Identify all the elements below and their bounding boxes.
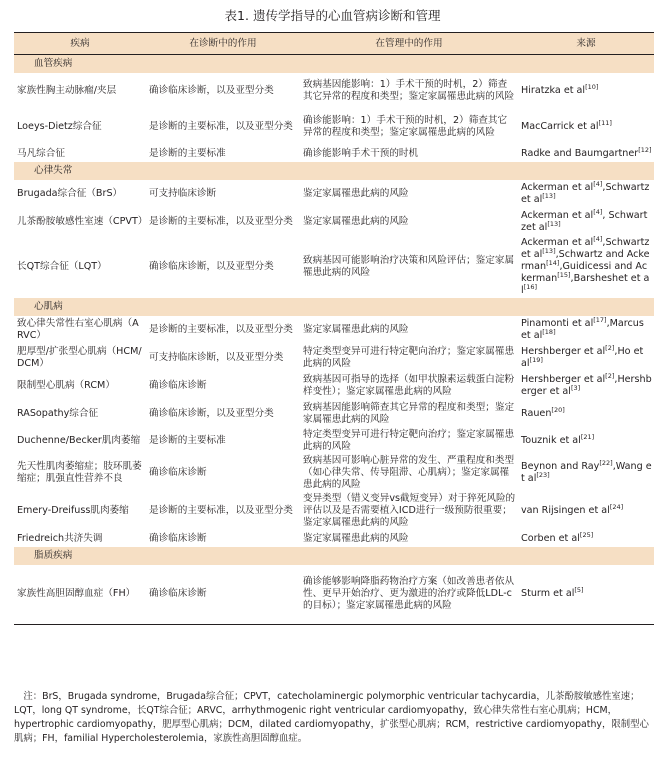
source-author: Rauen	[521, 408, 552, 419]
management-role-cell: 确诊能够影响降脂药物治疗方案（如改善患者依从性、更早开始治疗、更为激进的治疗或降低LDL-c的目标）；鉴定家属罹患此病的风险	[300, 565, 518, 624]
diagnosis-role-cell: 是诊断的主要标准	[149, 435, 226, 446]
table-row	[14, 530, 654, 547]
source-author: Hiratzka et al	[521, 85, 586, 96]
header-diagnosis-role: 在诊断中的作用	[146, 33, 300, 55]
diagnosis-role-cell: 确诊临床诊断，以及亚型分类	[149, 408, 274, 419]
diagnosis-role-cell: 是诊断的主要标准，以及亚型分类	[149, 216, 293, 227]
source-author: Hershberger et al	[521, 374, 606, 385]
citation-number: [17]	[593, 315, 607, 324]
section-title: 心律失常	[14, 162, 654, 180]
section-title: 脂质疾病	[14, 547, 654, 565]
citation-number: [18]	[542, 327, 556, 336]
table-row	[14, 400, 654, 428]
management-role-cell: 变异类型（错义变异vs截短变异）对于猝死风险的评估以及是否需要植入ICD进行一级预防很重要；鉴定家属罹患此病的风险	[303, 493, 516, 528]
section-title: 心肌病	[14, 298, 654, 316]
source-cell	[518, 372, 654, 400]
header-source: 来源	[518, 33, 654, 55]
diagnosis-role-cell: 是诊断的主要标准，以及亚型分类	[149, 121, 293, 132]
disease-cell: Brugada综合征（BrS）	[17, 188, 123, 199]
source-author: Touznik et al	[521, 435, 581, 446]
source-author: MacCarrick et al	[521, 121, 599, 132]
table-row	[14, 344, 654, 372]
source-cell	[518, 428, 654, 454]
section-row	[14, 547, 654, 565]
diagnosis-role-cell: 确诊临床诊断	[149, 532, 207, 544]
citation-number: [14]	[546, 258, 560, 267]
source-author: Barsheshet et al	[521, 273, 650, 296]
disease-cell: 致心律失常性右室心肌病（ARVC）	[17, 318, 139, 341]
source-separator: , Schwartz	[521, 210, 648, 233]
table-row	[14, 109, 654, 145]
diagnosis-role-cell: 是诊断的主要标准	[149, 147, 226, 159]
table-row	[14, 208, 654, 236]
citation-number: [2]	[605, 371, 615, 380]
disease-cell: 儿茶酚胺敏感性室速（CPVT）	[17, 216, 148, 227]
citation-number: [13]	[542, 191, 556, 200]
source-author: Pinamonti et al	[521, 318, 594, 329]
disease-cell: Emery-Dreifuss肌肉萎缩	[17, 505, 129, 516]
table-row	[14, 180, 654, 208]
section-title: 血管疾病	[14, 55, 654, 74]
table-row	[14, 316, 654, 344]
source-cell	[518, 180, 654, 208]
table-row	[14, 73, 654, 109]
table-row	[14, 145, 654, 162]
source-cell	[518, 492, 654, 530]
source-cell	[518, 344, 654, 372]
citation-number: [15]	[557, 270, 571, 279]
citation-number: [10]	[585, 82, 599, 91]
citation-number: [4]	[593, 207, 603, 216]
header-disease: 疾病	[14, 33, 146, 55]
source-author: Guidicessi and Ackerman	[521, 261, 648, 284]
header-row	[14, 33, 654, 55]
management-role-cell: 鉴定家属罹患此病的风险	[303, 188, 409, 199]
diagnosis-role-cell: 是诊断的主要标准，以及亚型分类	[149, 505, 293, 516]
disease-cell: 家族性高胆固醇血症（FH）	[14, 565, 146, 624]
source-author: Ackerman et al	[521, 237, 594, 248]
citation-number: [22]	[599, 458, 613, 467]
management-role-cell: 致病基因能影响筛查其它异常的程度和类型；鉴定家属罹患此病的风险	[303, 402, 515, 425]
source-author: Hershberger et al	[521, 346, 606, 357]
source-cell	[518, 73, 654, 109]
disease-cell: 限制型心肌病（RCM）	[17, 380, 115, 391]
source-author: Sturm et al	[521, 588, 575, 600]
table-footnote: 注：BrS，Brugada syndrome，Brugada综合征；CPVT，catecholaminergic polymorphic ventricular tachycardia，儿茶酚胺敏感性室速；LQT，long QT syndrome，长QT综合征；ARVC，arrhythmogenic right ventricular cardiomyopathy，致心律失常性右室心肌病；HCM，hypertrophic cardiomyopathy，肥厚型心肌病；DCM，dilated cardiomyopathy，扩张型心肌病；RCM，restrictive cardiomyopathy，限制型心肌病；FH，familial Hypercholesterolemia，家族性高胆固醇血症。	[14, 691, 649, 744]
source-author: Ackerman et al	[521, 182, 594, 193]
management-role-cell: 致病基因可指导的选择（如甲状腺素运载蛋白淀粉样变性）；鉴定家属罹患此病的风险	[303, 374, 515, 397]
source-author: Schwartz et al	[521, 237, 650, 260]
citation-number: [23]	[536, 470, 550, 479]
source-cell	[518, 109, 654, 145]
source-author: Marcus et al	[521, 318, 644, 341]
citation-number: [12]	[638, 145, 652, 154]
source-cell	[518, 236, 654, 298]
source-separator: ,	[555, 249, 559, 260]
citation-number: [4]	[593, 234, 603, 243]
management-role-cell: 鉴定家属罹患此病的风险	[303, 216, 409, 227]
diagnosis-role-cell: 确诊临床诊断，以及亚型分类	[149, 85, 274, 96]
diagnosis-role-cell: 确诊临床诊断	[149, 380, 207, 391]
disease-cell: 先天性肌肉萎缩症；肢环肌萎缩症；肌强直性营养不良	[17, 461, 142, 484]
source-author: et al	[526, 222, 548, 233]
table-body	[14, 55, 654, 625]
disease-cell: 肥厚型/扩张型心肌病（HCM/DCM）	[17, 346, 142, 369]
citation-number: [3]	[570, 383, 581, 392]
source-author: Wang et al	[521, 461, 652, 484]
source-cell	[518, 454, 654, 492]
source-cell	[518, 400, 654, 428]
management-role-cell: 特定类型变异可进行特定靶向治疗；鉴定家属罹患此病的风险	[303, 429, 515, 452]
diagnosis-role-cell: 可支持临床诊断	[149, 188, 217, 199]
source-author: Ho et al	[521, 346, 644, 369]
citation-number: [13]	[542, 246, 556, 255]
citation-number: [20]	[551, 405, 565, 414]
section-row	[14, 55, 654, 74]
citation-number: [11]	[598, 118, 612, 127]
source-author: van Rijsingen et al	[521, 505, 610, 516]
citation-number: [5]	[574, 586, 584, 595]
table-row	[14, 492, 654, 530]
disease-cell: Friedreich共济失调	[17, 532, 103, 544]
disease-cell: 家族性胸主动脉瘤/夹层	[17, 85, 117, 96]
disease-cell: 长QT综合征（LQT）	[17, 261, 107, 272]
diagnosis-role-cell: 确诊临床诊断	[146, 565, 300, 624]
disease-cell: 马凡综合征	[17, 147, 65, 159]
source-separator: ,	[570, 273, 574, 284]
source-cell	[518, 208, 654, 236]
management-role-cell: 特定类型变异可进行特定靶向治疗；鉴定家属罹患此病的风险	[303, 346, 515, 369]
source-author: Radke and Baumgartner	[521, 147, 639, 159]
source-separator: ,	[606, 318, 610, 329]
guidance-table	[14, 32, 654, 625]
table-title: 表1. 遗传学指导的心血管病诊断和管理	[224, 8, 441, 23]
source-cell	[518, 530, 654, 547]
citation-number: [24]	[609, 502, 624, 511]
table-row	[14, 565, 654, 624]
source-cell	[518, 316, 654, 344]
source-author: Beynon and Ray	[521, 461, 600, 472]
management-role-cell: 确诊能影响：1）手术干预的时机，2）筛查其它异常的程度和类型；鉴定家属罹患此病的风险	[303, 115, 508, 138]
source-author: Corben et al	[521, 532, 580, 544]
citation-number: [21]	[580, 432, 595, 441]
management-role-cell: 确诊能影响手术干预的时机	[303, 147, 419, 159]
citation-number: [13]	[547, 219, 561, 228]
table-row	[14, 428, 654, 454]
source-separator: ,	[602, 182, 606, 193]
management-role-cell: 致病基因能影响：1）手术干预的时机，2）筛查其它异常的程度和类型；鉴定家属罹患此病的风险	[303, 79, 515, 102]
source-author: Ackerman et al	[521, 210, 594, 221]
section-row	[14, 162, 654, 180]
source-cell	[518, 145, 654, 162]
source-separator: ,	[612, 461, 616, 472]
source-separator: ,	[614, 374, 618, 385]
table-row	[14, 454, 654, 492]
management-role-cell: 致病基因可能影响治疗决策和风险评估；鉴定家属罹患此病的风险	[303, 255, 515, 278]
citation-number: [16]	[523, 282, 538, 291]
citation-number: [25]	[579, 530, 594, 539]
source-author: Schwartz and Ackerman	[521, 249, 650, 272]
header-management-role: 在管理中的作用	[300, 33, 518, 55]
diagnosis-role-cell: 确诊临床诊断	[149, 467, 207, 478]
citation-number: [4]	[593, 179, 603, 188]
source-cell	[518, 565, 654, 624]
source-author: Schwartz et al	[521, 182, 650, 205]
diagnosis-role-cell: 是诊断的主要标准，以及亚型分类	[149, 324, 293, 335]
source-separator: ,	[602, 237, 606, 248]
table-row	[14, 372, 654, 400]
disease-cell: RASopathy综合征	[17, 408, 99, 419]
management-role-cell: 鉴定家属罹患此病的风险	[303, 532, 409, 544]
citation-number: [19]	[529, 355, 543, 364]
source-separator: ,	[614, 346, 618, 357]
management-role-cell: 致病基因可影响心脏异常的发生、严重程度和类型（如心律失常、传导阻滞、心肌病）；鉴定家属罹患此病的风险	[303, 455, 515, 490]
disease-cell: Duchenne/Becker肌肉萎缩	[17, 435, 141, 446]
section-row	[14, 298, 654, 316]
management-role-cell: 鉴定家属罹患此病的风险	[303, 324, 409, 335]
disease-cell: Loeys-Dietz综合征	[17, 121, 102, 132]
citation-number: [2]	[605, 343, 615, 352]
diagnosis-role-cell: 确诊临床诊断，以及亚型分类	[149, 261, 274, 272]
table-row	[14, 236, 654, 298]
diagnosis-role-cell: 可支持临床诊断，以及亚型分类	[149, 352, 284, 363]
source-author: Hershberger et al	[521, 374, 652, 397]
source-separator: ,	[559, 261, 563, 272]
